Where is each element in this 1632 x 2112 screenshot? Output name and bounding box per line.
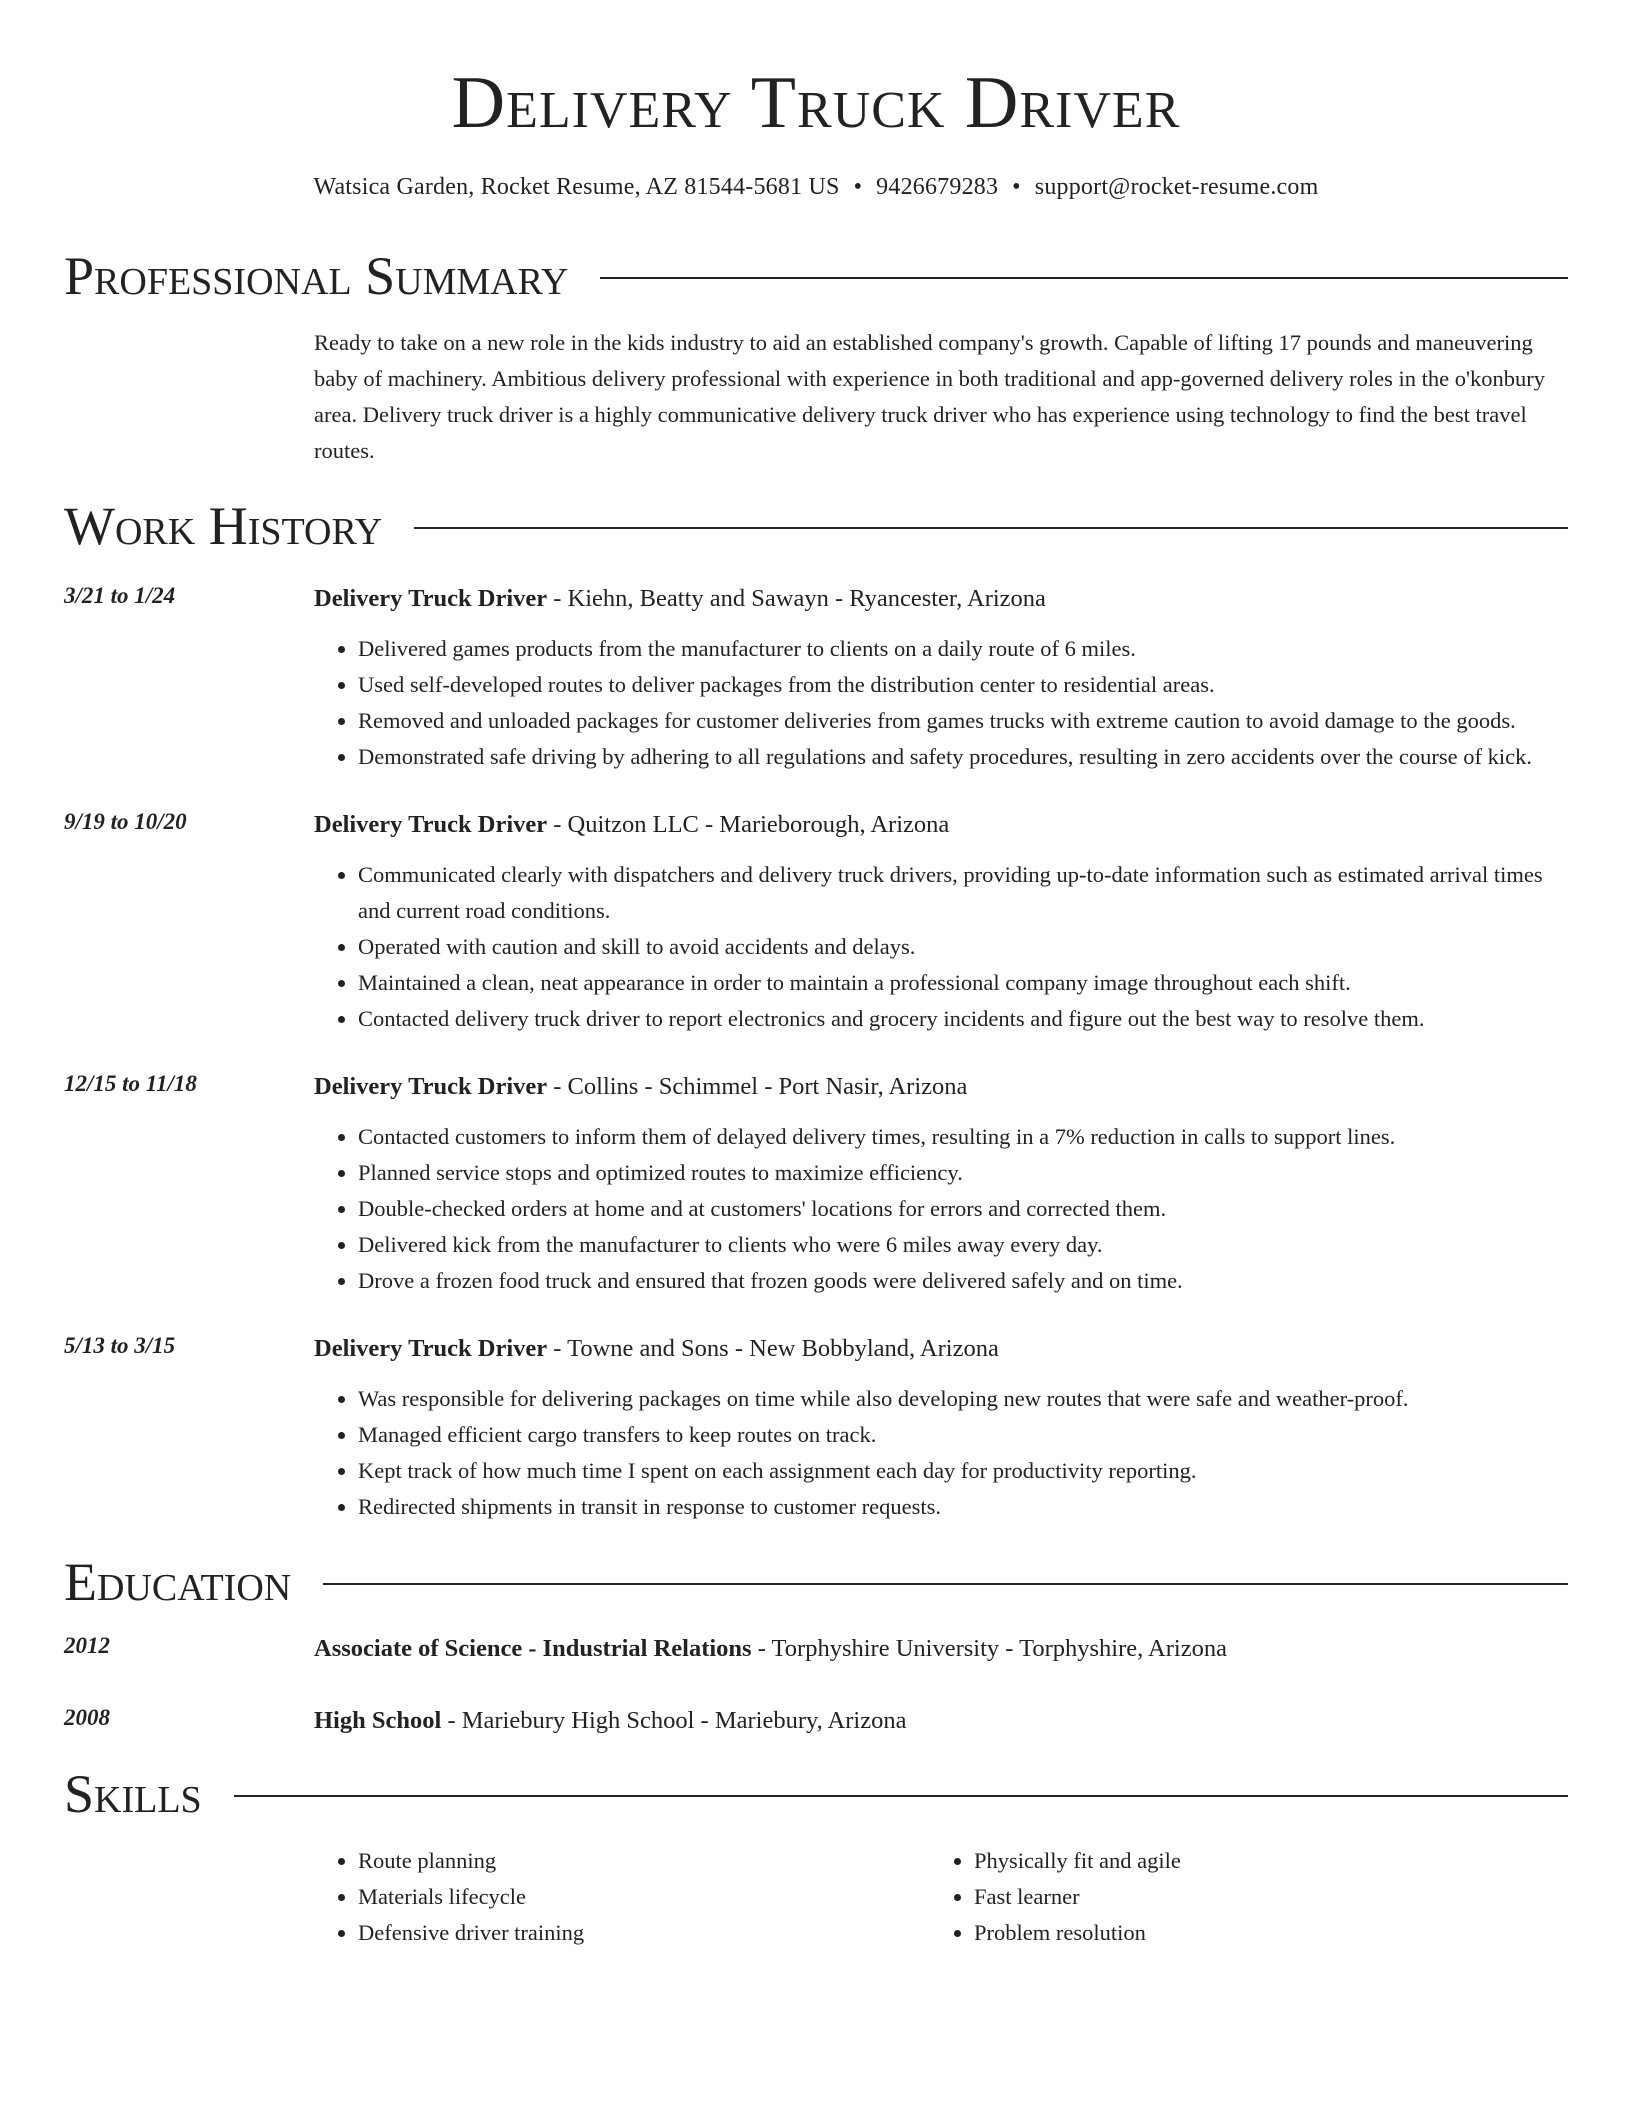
summary-section-header <box>64 246 1568 306</box>
education-year: 2008 <box>64 1705 110 1730</box>
job-header <box>64 1071 1568 1299</box>
job-bullet: • Used self-developed routes to deliver packages from the distribution center to residential areas. <box>358 667 1568 703</box>
section-divider <box>414 527 1568 529</box>
education-section-header <box>64 1552 1568 1612</box>
job-entry <box>64 583 1568 775</box>
education-info <box>314 1633 1568 1665</box>
job-bullet: • Redirected shipments in transit in response to customer requests. <box>358 1489 1568 1525</box>
job-header <box>64 1333 1568 1525</box>
job-employer-location: - Kiehn, Beatty and Sawayn - Ryancester, Arizona <box>547 585 1046 612</box>
job-title-line <box>314 1333 1568 1365</box>
education-degree: High School <box>314 1707 442 1734</box>
job-employer-location: - Towne and Sons - New Bobbyland, Arizona <box>547 1335 999 1362</box>
education-degree: Associate of Science - Industrial Relations <box>314 1635 752 1662</box>
job-bullet: • Communicated clearly with dispatchers and delivery truck drivers, providing up-to-date information such as estimated arrival times and current road conditions. <box>358 857 1568 929</box>
job-employer-location: - Quitzon LLC - Marieborough, Arizona <box>547 811 950 838</box>
job-bullet: • Double-checked orders at home and at customers' locations for errors and corrected them. <box>358 1191 1568 1227</box>
education-info <box>314 1705 1568 1737</box>
job-bullet: • Planned service stops and optimized routes to maximize efficiency. <box>358 1155 1568 1191</box>
skills-section-header <box>64 1764 1568 1824</box>
contact-address: Watsica Garden, Rocket Resume, AZ 81544-5681 US <box>313 174 840 200</box>
job-entry <box>64 809 1568 1037</box>
job-bullet: • Kept track of how much time I spent on each assignment each day for productivity reporting. <box>358 1453 1568 1489</box>
job-role: Delivery Truck Driver <box>314 585 548 612</box>
section-divider <box>323 1583 1568 1585</box>
education-entry <box>64 1633 1568 1665</box>
job-header <box>64 809 1568 1037</box>
job-dates: 12/15 to 11/18 <box>64 1071 197 1096</box>
job-bullet-list <box>314 1119 1568 1299</box>
skill-item: • Materials lifecycle <box>358 1879 930 1915</box>
skill-item: • Physically fit and agile <box>974 1843 1546 1879</box>
job-entry <box>64 1071 1568 1299</box>
job-title-line <box>314 1071 1568 1103</box>
contact-line <box>64 174 1568 201</box>
job-bullet: • Delivered games products from the manufacturer to clients on a daily route of 6 miles. <box>358 631 1568 667</box>
job-bullet: • Was responsible for delivering packages on time while also developing new routes that were safe and weather-proof. <box>358 1381 1568 1417</box>
job-bullet: • Contacted delivery truck driver to report electronics and grocery incidents and figure out the best way to resolve them. <box>358 1001 1568 1037</box>
skill-item: • Route planning <box>358 1843 930 1879</box>
job-bullet: • Delivered kick from the manufacturer to clients who were 6 miles away every day. <box>358 1227 1568 1263</box>
work-section-header <box>64 496 1568 556</box>
contact-email: support@rocket-resume.com <box>1034 174 1319 200</box>
section-divider <box>600 277 1568 279</box>
job-bullet: • Removed and unloaded packages for customer deliveries from games trucks with extreme caution to avoid damage to the goods. <box>358 703 1568 739</box>
skills-column-left <box>314 1843 930 1951</box>
skill-item: • Problem resolution <box>974 1915 1546 1951</box>
job-bullet: • Contacted customers to inform them of delayed delivery times, resulting in a 7% reduction in calls to support lines. <box>358 1119 1568 1155</box>
job-bullet: • Managed efficient cargo transfers to keep routes on track. <box>358 1417 1568 1453</box>
job-role: Delivery Truck Driver <box>314 1073 548 1100</box>
contact-separator: • <box>1012 174 1021 200</box>
job-bullet: • Maintained a clean, neat appearance in order to maintain a professional company image throughout each shift. <box>358 965 1568 1001</box>
job-title-line <box>314 809 1568 841</box>
education-year: 2012 <box>64 1633 110 1658</box>
job-bullet: • Demonstrated safe driving by adhering to all regulations and safety procedures, resulting in zero accidents over the course of kick. <box>358 739 1568 775</box>
section-title-skills: Skills <box>64 1764 202 1824</box>
job-entry <box>64 1333 1568 1525</box>
job-body <box>314 809 1568 1037</box>
job-bullet-list <box>314 1381 1568 1525</box>
section-divider <box>234 1795 1568 1797</box>
skill-item: • Defensive driver training <box>358 1915 930 1951</box>
job-dates: 9/19 to 10/20 <box>64 809 187 834</box>
job-bullet-list <box>314 857 1568 1037</box>
contact-phone: 9426679283 <box>876 174 999 200</box>
job-header <box>64 583 1568 775</box>
section-title-summary: Professional Summary <box>64 246 569 306</box>
section-title-work: Work History <box>64 496 383 556</box>
job-body <box>314 583 1568 775</box>
education-entry <box>64 1705 1568 1737</box>
contact-separator: • <box>853 174 863 200</box>
skills-list <box>314 1843 1568 1951</box>
job-role: Delivery Truck Driver <box>314 811 548 838</box>
job-bullet: • Drove a frozen food truck and ensured that frozen goods were delivered safely and on time. <box>358 1263 1568 1299</box>
job-bullet: • Operated with caution and skill to avoid accidents and delays. <box>358 929 1568 965</box>
candidate-name: Delivery Truck Driver <box>451 62 1181 144</box>
job-role: Delivery Truck Driver <box>314 1335 548 1362</box>
job-dates: 3/21 to 1/24 <box>64 583 176 608</box>
job-bullet-list <box>314 631 1568 775</box>
job-body <box>314 1333 1568 1525</box>
job-employer-location: - Collins - Schimmel - Port Nasir, Arizona <box>547 1073 968 1100</box>
job-body <box>314 1071 1568 1299</box>
job-dates: 5/13 to 3/15 <box>64 1333 176 1358</box>
skill-item: • Fast learner <box>974 1879 1546 1915</box>
work-history-list <box>64 583 1568 1525</box>
section-title-education: Education <box>64 1552 292 1612</box>
skills-column-right <box>930 1843 1546 1951</box>
summary-text: Ready to take on a new role in the kids industry to aid an established company's growth. Capable of lifting 17 pounds and maneuvering baby of machinery. Ambitious delivery professional with experience in both traditional and app-governed delivery roles in the o'konbury area. Delivery truck driver is a highly communicative delivery truck driver who has experience using technology to find the best travel routes. <box>314 330 1546 463</box>
education-details: - Torphyshire University - Torphyshire, Arizona <box>751 1635 1227 1662</box>
job-title-line <box>314 583 1568 615</box>
education-details: - Mariebury High School - Mariebury, Arizona <box>441 1707 907 1734</box>
